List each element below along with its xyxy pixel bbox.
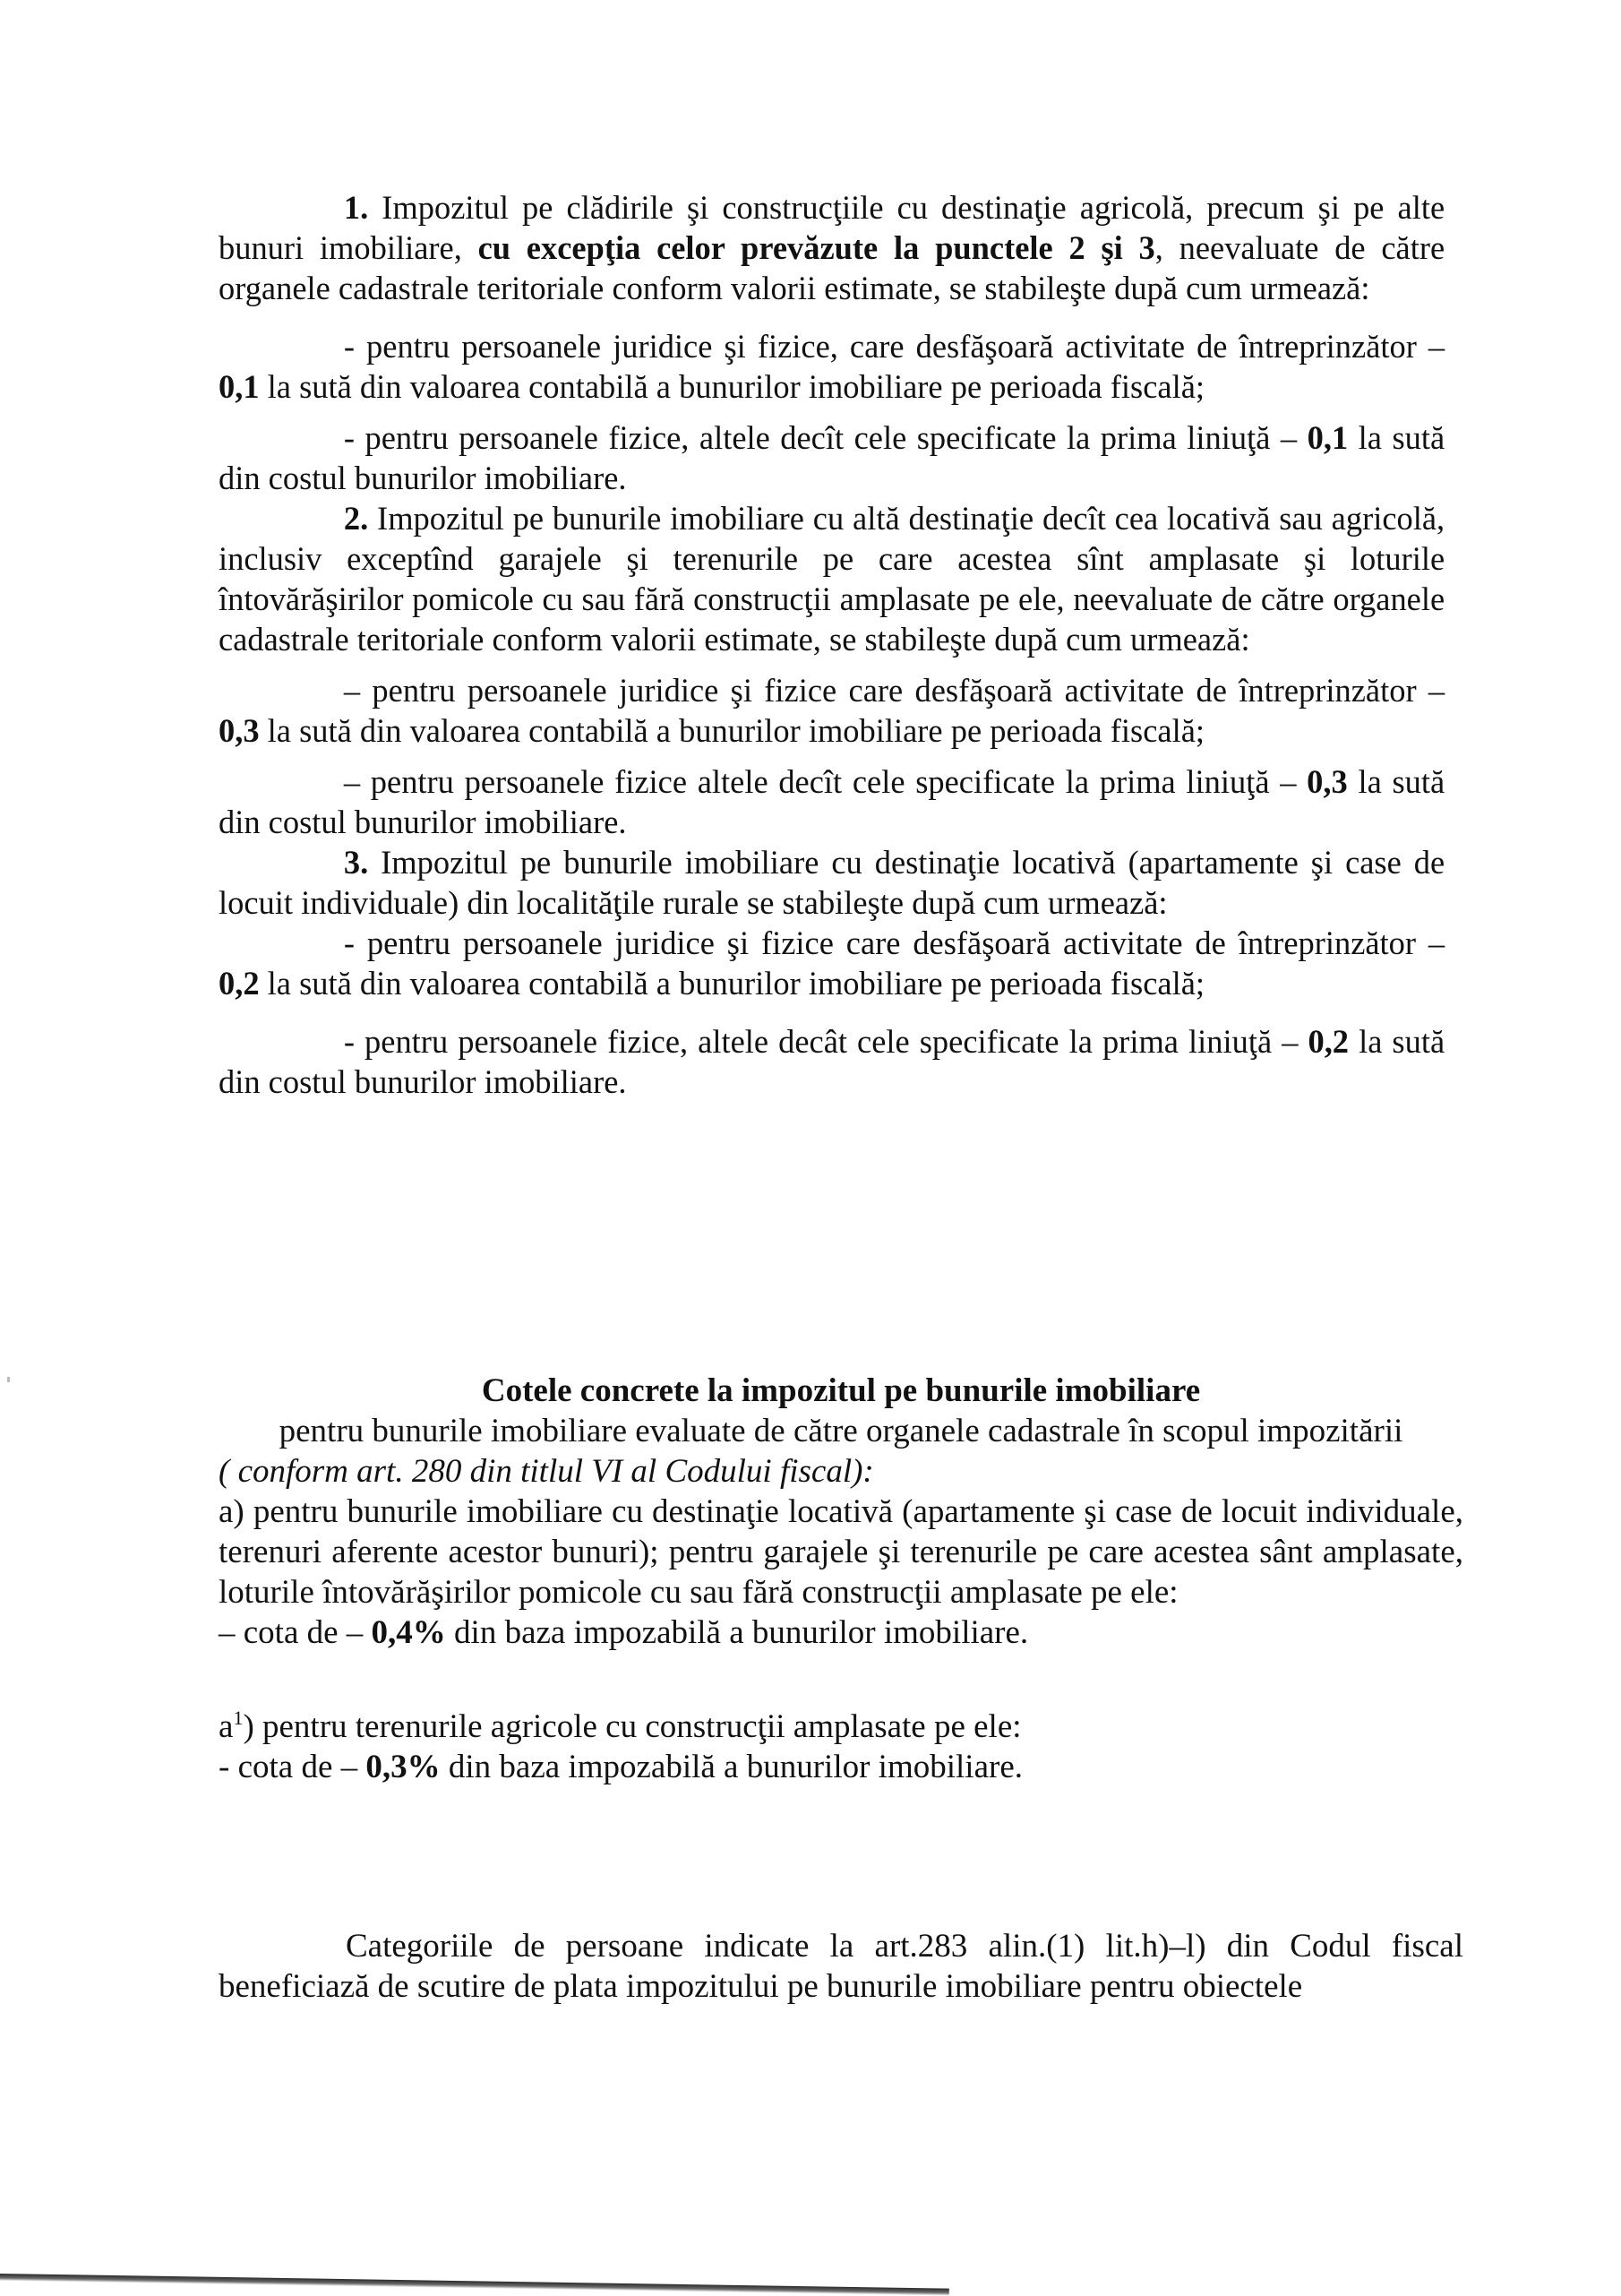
section-subtitle: pentru bunurile imobiliare evaluate de către organele cadastrale în scopul impozitării: [279, 1413, 1403, 1449]
item-a1: $a^1$) pentru terenurile agricole cu construcţii amplasate pe ele:: [219, 1707, 1022, 1745]
item-a1-rate: - cota de – 0,3% din baza impozabilă a bunurilor imobiliare.: [219, 1749, 1023, 1785]
scan-speck: [7, 1377, 10, 1382]
paragraph-number: 3.: [343, 845, 369, 881]
paragraph-3-dash-2: - pentru persoanele fizice, altele decât cele specificate la prima liniuţă – 0,2 la sută din costul bunurilor imobiliare.: [219, 1024, 1445, 1101]
rate-value: 0,3%: [365, 1749, 441, 1785]
exemptions-section: [219, 1926, 1463, 2007]
rate-value: 0,2: [1308, 1024, 1350, 1061]
paragraph-number: 1.: [343, 190, 369, 227]
scan-page-edge: [0, 2274, 949, 2296]
item-a: a) pentru bunurile imobiliare cu destinaţie locativă (apartamente şi case de locuit individuale, terenuri aferente acestor bunuri); pentru garajele şi terenurile pe care acestea sânt amplasate, loturile întovărăşirilor pomicole cu sau fără construcţii amplasate pe ele:: [219, 1493, 1463, 1611]
rate-value: 0,2: [219, 966, 260, 1002]
paragraph-3: 3. Impozitul pe bunurile imobiliare cu destinaţie locativă (apartamente şi case de locuit individuale) din localităţile rurale se stabileşte după cum urmează:: [219, 845, 1445, 922]
emphasis: cu excepţia celor prevăzute la punctele 2 şi 3: [477, 230, 1155, 267]
tax-rates-section-cadastral: [219, 1371, 1463, 1787]
tax-rates-section-estimated-value: [219, 188, 1445, 1103]
rate-value: 0,3: [1307, 764, 1348, 801]
paragraph-number: 2.: [343, 501, 369, 537]
paragraph-2-dash-2: – pentru persoanele fizice altele decît cele specificate la prima liniuţă – 0,3 la sută din costul bunurilor imobiliare.: [219, 764, 1445, 841]
rate-value: 0,3: [219, 713, 260, 750]
paragraph-3-dash-1: - pentru persoanele juridice şi fizice care desfăşoară activitate de întreprinzător – 0,2 la sută din valoarea contabilă a bunurilor imobiliare pe perioada fiscală;: [219, 925, 1445, 1002]
rate-value: 0,1: [219, 369, 260, 406]
rate-value: 0,1: [1307, 420, 1349, 457]
legal-reference: ( conform art. 280 din titlul VI al Codului fiscal):: [219, 1453, 874, 1490]
section-title: Cotele concrete la impozitul pe bunurile imobiliare: [481, 1372, 1201, 1409]
paragraph-2-dash-1: – pentru persoanele juridice şi fizice care desfăşoară activitate de întreprinzător – 0,3 la sută din valoarea contabilă a bunurilor imobiliare pe perioada fiscală;: [219, 673, 1445, 750]
paragraph-1-dash-1: - pentru persoanele juridice şi fizice, care desfăşoară activitate de întreprinzător – 0,1 la sută din valoarea contabilă a bunurilor imobiliare pe perioada fiscală;: [219, 329, 1445, 406]
paragraph-2: 2. Impozitul pe bunurile imobiliare cu altă destinaţie decît cea locativă sau agricolă, inclusiv exceptînd garajele şi terenurile pe care acestea sînt amplasate şi loturile întovărăşirilor pomicole cu sau fără construcţii amplasate pe ele, neevaluate de către organele cadastrale teritoriale conform valorii estimate, se stabileşte după cum urmează:: [219, 501, 1445, 658]
paragraph-1: 1. Impozitul pe clădirile şi construcţiile cu destinaţie agricolă, precum şi pe alte bunuri imobiliare, cu excepţia celor prevăzute la punctele 2 şi 3, neevaluate de către organele cadastrale teritoriale conform valorii estimate, se stabileşte după cum urmează:: [219, 190, 1445, 307]
paragraph-1-dash-2: - pentru persoanele fizice, altele decît cele specificate la prima liniuţă – 0,1 la sută din costul bunurilor imobiliare.: [219, 420, 1445, 497]
rate-value: 0,4%: [371, 1614, 446, 1651]
exemptions-paragraph: Categoriile de persoane indicate la art.283 alin.(1) lit.h)–l) din Codul fiscal beneficiază de scutire de plata impozitului pe bunurile imobiliare pentru obiectele: [219, 1928, 1463, 2005]
item-a-rate: – cota de – 0,4% din baza impozabilă a bunurilor imobiliare.: [219, 1614, 1029, 1651]
